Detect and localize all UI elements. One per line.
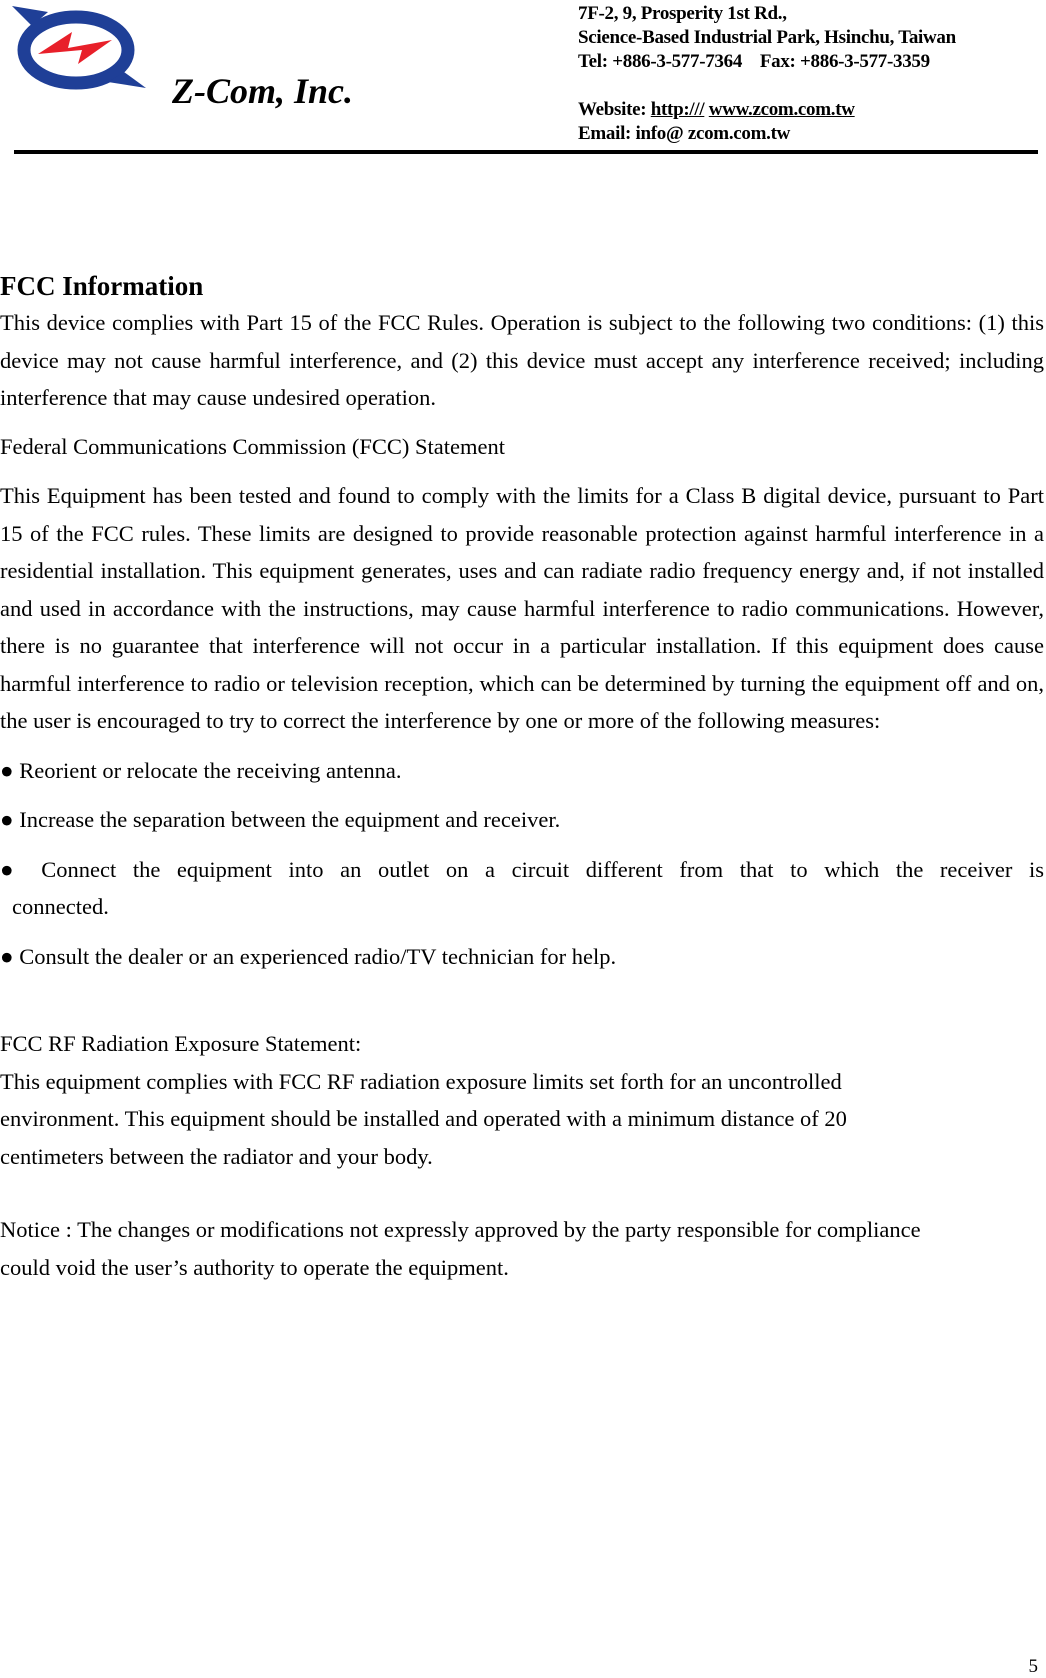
page-number: 5	[1028, 1656, 1038, 1677]
website-prefix-link[interactable]: http:///	[650, 99, 705, 120]
website-line	[578, 98, 956, 122]
website-link[interactable]: www.zcom.com.tw	[708, 99, 855, 120]
website-label: Website:	[578, 99, 651, 120]
rf-line: centimeters between the radiator and your body.	[0, 1143, 433, 1169]
email-line: Email: info@ zcom.com.tw	[578, 123, 791, 144]
statement-paragraph: This Equipment has been tested and found to comply with the limits for a Class B digital device, pursuant to Part 15 of the FCC rules. These limits are designed to provide reasonable protection against harmful interference in a residential installation. This equipment generates, uses and can radiate radio frequency energy and, if not installed and used in accordance with the instructions, may cause harmful interference to radio communications. However, there is no guarantee that interference will not occur in a particular installation. If this equipment does cause harmful interference to radio or television reception, which can be determined by turning the equipment off and on, the user is encouraged to try to correct the interference by one or more of the following measures:	[0, 483, 1044, 733]
notice-line: Notice : The changes or modifications not expressly approved by the party responsible for compliance	[0, 1217, 921, 1242]
notice-line: could void the user’s authority to operate the equipment.	[0, 1254, 509, 1280]
tel: Tel: +886-3-577-7364	[578, 51, 743, 72]
header-divider	[14, 150, 1038, 154]
phone-fax-line	[578, 50, 956, 74]
compliance-paragraph: This device complies with Part 15 of the FCC Rules. Operation is subject to the following two conditions: (1) this device may not cause harmful interference, and (2) this device must accept any interference received; including interference that may cause undesired operation.	[0, 310, 1044, 410]
contact-block	[578, 2, 956, 146]
rf-line: environment. This equipment should be installed and operated with a minimum distance of 20	[0, 1106, 847, 1131]
fax: Fax: +886-3-577-3359	[759, 51, 930, 72]
fcc-heading: FCC Information	[0, 271, 204, 301]
bullet-item: ● Increase the separation between the equipment and receiver.	[0, 807, 561, 832]
rf-title: FCC RF Radiation Exposure Statement:	[0, 1031, 362, 1056]
z-com-logo	[8, 2, 148, 98]
company-name: Z-Com, Inc.	[172, 71, 354, 111]
statement-title: Federal Communications Commission (FCC) Statement	[0, 433, 505, 459]
bullet-item-continuation: connected.	[12, 894, 109, 919]
address-line-2: Science-Based Industrial Park, Hsinchu, Taiwan	[578, 27, 956, 48]
bullet-item: ● Connect the equipment into an outlet on a circuit different from that to which the receiver is	[0, 856, 1044, 882]
rf-line: This equipment complies with FCC RF radiation exposure limits set forth for an uncontrolled	[0, 1068, 842, 1094]
address-line-1: 7F-2, 9, Prosperity 1st Rd.,	[578, 3, 787, 24]
document-body	[0, 268, 1044, 1286]
bullet-item: ● Reorient or relocate the receiving antenna.	[0, 757, 402, 783]
bullet-item: ● Consult the dealer or an experienced radio/TV technician for help.	[0, 943, 617, 969]
